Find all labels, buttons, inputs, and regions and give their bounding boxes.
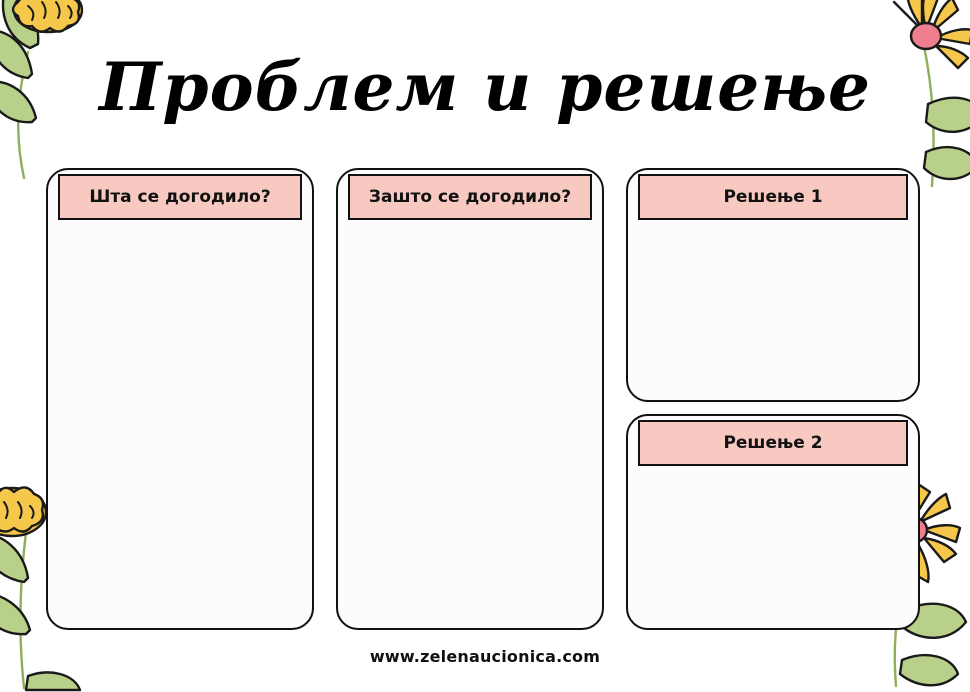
header-solution-1 [638,174,908,220]
footer-website: www.zelenaucionica.com [369,647,601,666]
answer-box-why-happened[interactable] [336,168,604,630]
header-why-happened [348,174,592,220]
answer-box-what-happened[interactable] [46,168,314,630]
header-solution-2 [638,420,908,466]
header-what-happened [58,174,302,220]
header-solution-1-label: Решење 1 [723,187,823,207]
header-why-happened-label: Зашто се догодило? [368,187,572,207]
page-title: Проблем и решење [99,48,871,126]
header-what-happened-label: Шта се догодило? [89,187,271,207]
header-solution-2-label: Решење 2 [723,433,823,453]
